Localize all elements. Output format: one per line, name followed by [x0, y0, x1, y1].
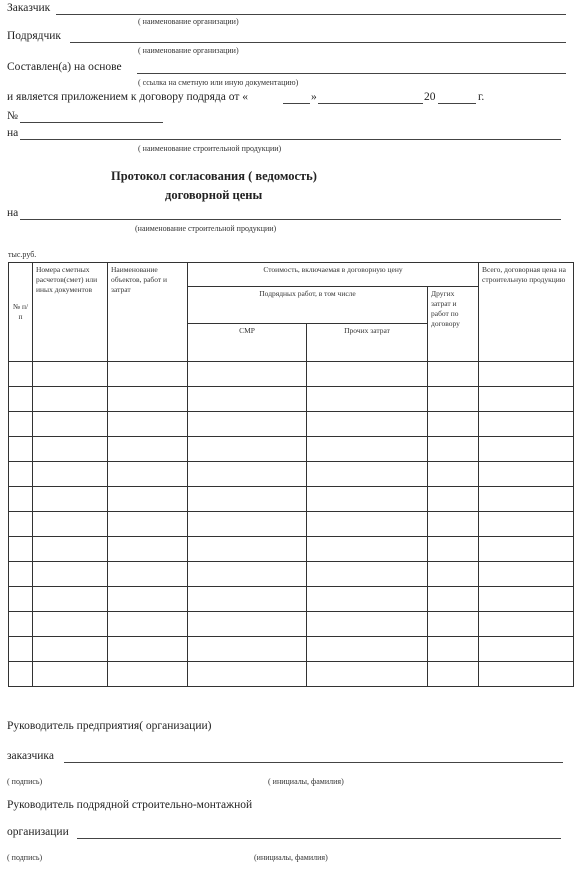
col-estimates-header: Номера сметных расчетов(смет) или иных документов: [33, 263, 108, 362]
table-cell[interactable]: [428, 387, 479, 412]
table-cell[interactable]: [479, 662, 574, 687]
signature-head-contractor: Руководитель подрядной строительно-монтажной: [7, 799, 253, 811]
table-row: [9, 387, 574, 412]
table-cell[interactable]: [9, 437, 33, 462]
table-cell[interactable]: [188, 587, 307, 612]
table-cell[interactable]: [188, 637, 307, 662]
table-cell[interactable]: [479, 437, 574, 462]
table-cell[interactable]: [33, 462, 108, 487]
table-cell[interactable]: [188, 437, 307, 462]
table-cell[interactable]: [33, 387, 108, 412]
table-row: [9, 412, 574, 437]
table-cell[interactable]: [9, 637, 33, 662]
table-cell[interactable]: [428, 562, 479, 587]
table-cell[interactable]: [188, 662, 307, 687]
table-cell[interactable]: [9, 362, 33, 387]
col-other-contract-header: Других затрат и работ по договору: [428, 287, 479, 362]
table-cell[interactable]: [307, 562, 428, 587]
table-cell[interactable]: [108, 362, 188, 387]
table-cell[interactable]: [479, 487, 574, 512]
table-cell[interactable]: [33, 512, 108, 537]
customer-label: Заказчик: [7, 2, 51, 14]
table-cell[interactable]: [108, 437, 188, 462]
table-cell[interactable]: [33, 637, 108, 662]
number-field[interactable]: [20, 122, 163, 123]
table-cell[interactable]: [479, 412, 574, 437]
table-cell[interactable]: [428, 362, 479, 387]
table-cell[interactable]: [33, 487, 108, 512]
table-cell[interactable]: [479, 587, 574, 612]
customer-sign-field[interactable]: [64, 762, 563, 763]
table-cell[interactable]: [188, 412, 307, 437]
table-row: [9, 587, 574, 612]
table-cell[interactable]: [479, 637, 574, 662]
table-cell[interactable]: [9, 537, 33, 562]
table-cell[interactable]: [108, 487, 188, 512]
col-objects-header: Наименование объектов, работ и затрат: [108, 263, 188, 362]
table-row: [9, 487, 574, 512]
table-cell[interactable]: [108, 512, 188, 537]
table-cell[interactable]: [108, 662, 188, 687]
col-total-header: Всего, договорная цена на строительную продукцию: [479, 263, 574, 362]
based-on-caption: ( ссылка на сметную или иную документацию): [138, 78, 299, 87]
table-cell[interactable]: [33, 612, 108, 637]
org-initials-caption: (инициалы, фамилия): [254, 853, 328, 862]
table-cell[interactable]: [33, 537, 108, 562]
appendix-text: и является приложением к договору подряда от «: [7, 91, 249, 103]
table-cell[interactable]: [108, 637, 188, 662]
table-cell[interactable]: [33, 587, 108, 612]
contractor-label: Подрядчик: [7, 30, 61, 42]
table-cell[interactable]: [33, 362, 108, 387]
table-cell[interactable]: [428, 612, 479, 637]
table-cell[interactable]: [307, 412, 428, 437]
table-cell[interactable]: [188, 487, 307, 512]
table-cell[interactable]: [307, 387, 428, 412]
table-cell[interactable]: [188, 512, 307, 537]
table-cell[interactable]: [428, 637, 479, 662]
table-row: [9, 562, 574, 587]
table-cell[interactable]: [188, 612, 307, 637]
table-cell[interactable]: [9, 612, 33, 637]
org-sign-caption: ( подпись): [7, 853, 43, 862]
unit-label: тыс.руб.: [8, 250, 37, 259]
table-cell[interactable]: [307, 437, 428, 462]
object-field[interactable]: [20, 139, 561, 140]
table-cell[interactable]: [9, 387, 33, 412]
object-caption: ( наименование строительной продукции): [138, 144, 282, 153]
table-cell[interactable]: [307, 637, 428, 662]
table-cell[interactable]: [307, 612, 428, 637]
contractor-field[interactable]: [70, 42, 566, 43]
based-on-field[interactable]: [137, 73, 566, 74]
table-cell[interactable]: [428, 487, 479, 512]
col-cost-group-header: Стоимость, включаемая в договорную цену: [188, 263, 479, 287]
table-cell[interactable]: [428, 587, 479, 612]
customer-field[interactable]: [56, 14, 566, 15]
table-cell[interactable]: [479, 362, 574, 387]
table-cell[interactable]: [307, 362, 428, 387]
table-row: [9, 437, 574, 462]
customer-sign-caption: ( подпись): [7, 777, 43, 786]
object-label: на: [7, 127, 19, 139]
table-cell[interactable]: [428, 412, 479, 437]
table-cell[interactable]: [108, 387, 188, 412]
table-cell[interactable]: [108, 537, 188, 562]
table-cell[interactable]: [108, 562, 188, 587]
subject-field[interactable]: [20, 219, 561, 220]
based-on-label: Составлен(а) на основе: [7, 61, 122, 73]
price-table: [8, 262, 574, 687]
appendix-quote-close: »: [311, 91, 317, 103]
appendix-month-field[interactable]: [318, 103, 423, 104]
doc-title-line1: Протокол согласования ( ведомость): [111, 169, 317, 183]
table-row: [9, 462, 574, 487]
table-cell[interactable]: [479, 387, 574, 412]
table-cell[interactable]: [479, 537, 574, 562]
table-cell[interactable]: [188, 462, 307, 487]
table-cell[interactable]: [9, 487, 33, 512]
table-cell[interactable]: [9, 412, 33, 437]
subject-label: на: [7, 207, 19, 219]
table-cell[interactable]: [33, 562, 108, 587]
table-row: [9, 662, 574, 687]
table-cell[interactable]: [307, 462, 428, 487]
table-cell[interactable]: [479, 512, 574, 537]
table-cell[interactable]: [307, 587, 428, 612]
table-cell[interactable]: [108, 587, 188, 612]
table-cell[interactable]: [479, 562, 574, 587]
table-cell[interactable]: [307, 537, 428, 562]
table-cell[interactable]: [9, 462, 33, 487]
table-cell[interactable]: [9, 562, 33, 587]
col-other-costs-header: Прочих затрат: [307, 324, 428, 362]
number-label: №: [7, 110, 18, 122]
table-cell[interactable]: [9, 662, 33, 687]
table-row: [9, 537, 574, 562]
table-cell[interactable]: [188, 387, 307, 412]
table-row: [9, 512, 574, 537]
customer-sign-label: заказчика: [7, 750, 54, 762]
table-cell[interactable]: [428, 537, 479, 562]
org-sign-label: организации: [7, 826, 69, 838]
table-cell[interactable]: [9, 587, 33, 612]
col-smr-header: СМР: [188, 324, 307, 362]
table-row: [9, 362, 574, 387]
customer-initials-caption: ( инициалы, фамилия): [268, 777, 344, 786]
doc-title-line2: договорной цены: [165, 188, 263, 202]
appendix-year-prefix: 20: [424, 91, 436, 103]
table-cell[interactable]: [479, 612, 574, 637]
table-cell[interactable]: [479, 462, 574, 487]
table-cell[interactable]: [108, 462, 188, 487]
subject-caption: (наименование строительной продукции): [135, 224, 277, 233]
table-cell[interactable]: [188, 562, 307, 587]
table-cell[interactable]: [428, 462, 479, 487]
table-cell[interactable]: [33, 412, 108, 437]
contractor-caption: ( наименование организации): [138, 46, 239, 55]
table-cell[interactable]: [428, 662, 479, 687]
table-cell[interactable]: [428, 512, 479, 537]
table-cell[interactable]: [9, 512, 33, 537]
table-cell[interactable]: [307, 512, 428, 537]
table-cell[interactable]: [188, 362, 307, 387]
appendix-year-suffix: г.: [478, 91, 485, 103]
appendix-day-field[interactable]: [283, 103, 310, 104]
customer-caption: ( наименование организации): [138, 17, 239, 26]
table-row: [9, 612, 574, 637]
org-sign-field[interactable]: [77, 838, 561, 839]
table-row: [9, 637, 574, 662]
table-cell[interactable]: [108, 412, 188, 437]
table-cell[interactable]: [33, 437, 108, 462]
table-cell[interactable]: [307, 662, 428, 687]
table-cell[interactable]: [33, 662, 108, 687]
table-cell[interactable]: [188, 537, 307, 562]
col-number-header: № п/п: [9, 263, 33, 362]
table-cell[interactable]: [307, 487, 428, 512]
appendix-year-field[interactable]: [438, 103, 476, 104]
signature-head-customer: Руководитель предприятия( организации): [7, 720, 212, 732]
table-cell[interactable]: [428, 437, 479, 462]
table-cell[interactable]: [108, 612, 188, 637]
col-contract-works-header: Подрядных работ, в том числе: [188, 287, 428, 324]
